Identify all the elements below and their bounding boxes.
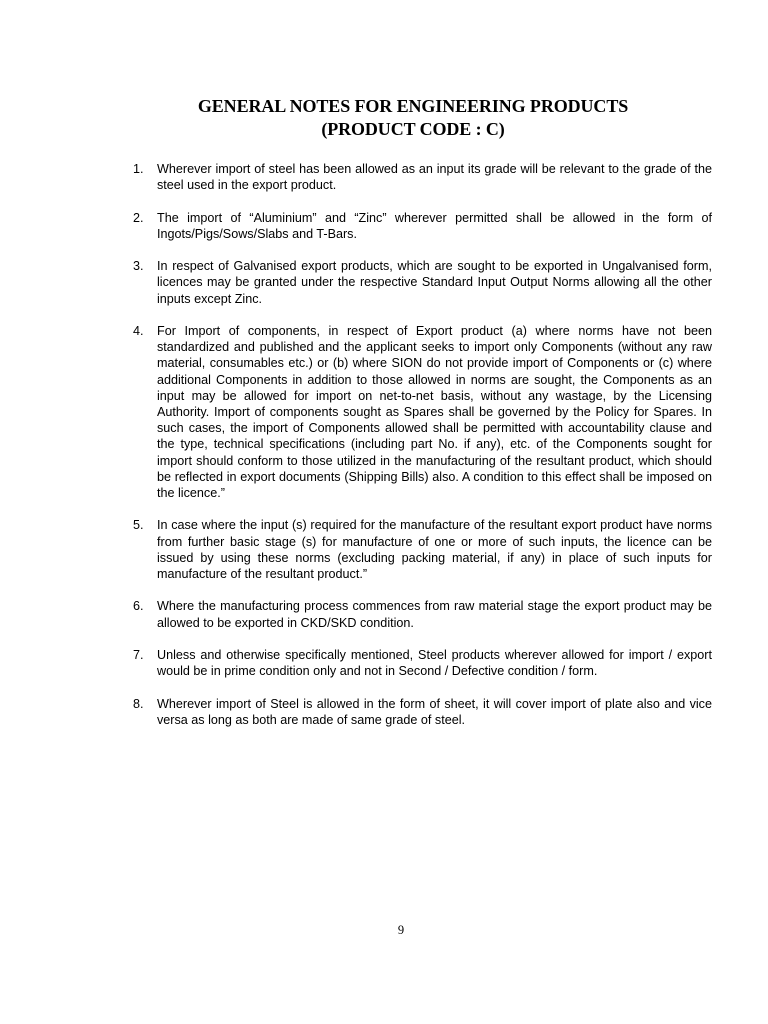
note-number: 5. (133, 518, 144, 533)
note-number: 7. (133, 648, 144, 662)
note-number: 3. (133, 259, 144, 274)
note-number: 1. (133, 162, 144, 176)
note-text: In case where the input (s) required for the manufacture of the resultant export product have norms from further basic stage (s) for manufacture of one or more of such inputs, the licence can be issued by using these norms (excluding packing material, if any) in place of such inputs for manufacture of the resultant product.” (157, 518, 712, 582)
page-number: 9 (397, 923, 405, 937)
note-number: 4. (133, 323, 144, 338)
note-number: 6. (133, 599, 144, 614)
note-text: The import of “Aluminium” and “Zinc” wherever permitted shall be allowed in the form of Ingots/Pigs/Sows/Slabs and T-Bars. (157, 210, 712, 241)
note-item-7 (133, 647, 712, 679)
title-line-2: (PRODUCT CODE : C) (321, 119, 505, 139)
page-title (0, 95, 768, 141)
note-item-5 (133, 517, 712, 582)
note-item-3 (133, 258, 712, 307)
title-line-1: GENERAL NOTES FOR ENGINEERING PRODUCTS (197, 96, 629, 116)
note-number: 2. (133, 210, 144, 225)
general-notes-list (133, 161, 712, 744)
note-item-4 (133, 323, 712, 501)
note-item-2 (133, 210, 712, 242)
note-text: Wherever import of steel has been allowed as an input its grade will be relevant to the grade of the steel used in the export product. (157, 162, 712, 193)
note-text: Unless and otherwise specifically mentioned, Steel products wherever allowed for import / export would be in prime condition only and not in Second / Defective condition / form. (157, 648, 712, 679)
note-item-6 (133, 598, 712, 630)
note-number: 8. (133, 696, 144, 711)
note-item-8 (133, 696, 712, 728)
note-text: Wherever import of Steel is allowed in the form of sheet, it will cover import of plate also and vice versa as long as both are made of same grade of steel. (157, 696, 712, 727)
note-item-1 (133, 161, 712, 193)
note-text: For Import of components, in respect of Export product (a) where norms have not been standardized and published and the applicant seeks to import only Components (without any raw material, consumables etc.) or (b) where SION do not provide import of Components or (c) where additional Components in addition to those allowed in norms are sought, the Components as an input may be allowed for import on net-to-net basis, without any wastage, by the Licensing Authority. Import of components sought as Spares shall be governed by the Policy for Spares. In such cases, the import of Components allowed shall be permitted with accountability clause and the type, technical specifications (including part No. if any), etc. of the Components sought for import should conform to those utilized in the manufacturing of the resultant product, which should be reflected in export documents (Shipping Bills) also. A condition to this effect shall be imposed on the licence.” (157, 323, 712, 501)
note-text: In respect of Galvanised export products, which are sought to be exported in Ungalvanised form, licences may be granted under the respective Standard Input Output Norms allowing all the other inputs except Zinc. (157, 259, 712, 306)
note-text: Where the manufacturing process commences from raw material stage the export product may be allowed to be exported in CKD/SKD condition. (157, 599, 712, 630)
